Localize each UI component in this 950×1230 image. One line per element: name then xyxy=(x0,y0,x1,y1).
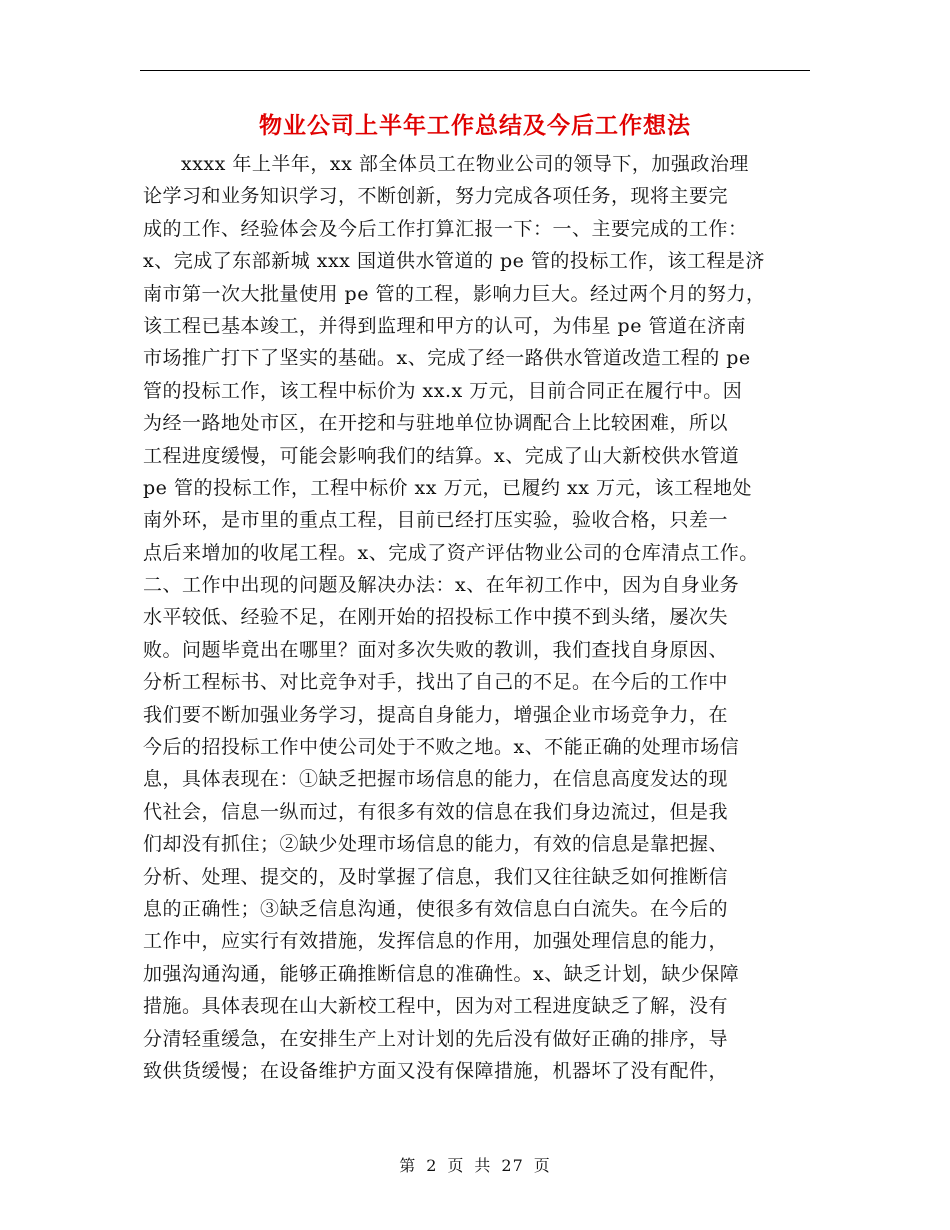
page-number: 2 xyxy=(426,1156,438,1175)
body-line: 们却没有抓住；②缺少处理市场信息的能力，有效的信息是靠把握、 xyxy=(143,833,729,856)
body-line: 分析工程标书、对比竞争对手，找出了自己的不足。在今后的工作中 xyxy=(143,671,729,694)
body-line: 息的正确性；③缺乏信息沟通，使很多有效信息白白流失。在今后的 xyxy=(143,897,729,920)
page-label: 第 xyxy=(399,1156,417,1175)
body-line: 该工程已基本竣工，并得到监理和甲方的认可，为伟星 pe 管道在济南 xyxy=(143,314,746,337)
body-line: 败。问题毕竟出在哪里？面对多次失败的教训，我们查找自身原因、 xyxy=(143,638,729,661)
body-line: 为经一路地处市区，在开挖和与驻地单位协调配合上比较困难，所以 xyxy=(143,412,729,435)
body-line: 点后来增加的收尾工程。x、完成了资产评估物业公司的仓库清点工作。 xyxy=(143,541,759,564)
document-title: 物业公司上半年工作总结及今后工作想法 xyxy=(259,113,691,139)
body-line: 工程进度缓慢，可能会影响我们的结算。x、完成了山大新校供水管道 xyxy=(143,444,740,467)
page-unit: 页 xyxy=(447,1156,465,1175)
body-line: 措施。具体表现在山大新校工程中，因为对工程进度缺乏了解，没有 xyxy=(143,995,729,1018)
body-line: pe 管的投标工作，工程中标价 xx 万元，已履约 xx 万元，该工程地处 xyxy=(143,476,752,499)
document-body xyxy=(143,148,813,1087)
body-line: 南市第一次大批量使用 pe 管的工程，影响力巨大。经过两个月的努力， xyxy=(143,282,766,305)
header-rule xyxy=(140,70,810,71)
body-line: 成的工作、经验体会及今后工作打算汇报一下：一、主要完成的工作： xyxy=(143,217,748,240)
body-line: 息，具体表现在：①缺乏把握市场信息的能力，在信息高度发达的现 xyxy=(143,768,729,791)
total-label: 共 xyxy=(474,1156,492,1175)
body-line: 分清轻重缓急，在安排生产上对计划的先后没有做好正确的排序，导 xyxy=(143,1027,729,1050)
body-line: 论学习和业务知识学习，不断创新，努力完成各项任务，现将主要完 xyxy=(143,185,729,208)
body-line: 致供货缓慢；在设备维护方面又没有保障措施，机器坏了没有配件， xyxy=(143,1059,729,1082)
body-line: 水平较低、经验不足，在刚开始的招投标工作中摸不到头绪，屡次失 xyxy=(143,606,729,629)
body-line: 工作中，应实行有效措施，发挥信息的作用，加强处理信息的能力， xyxy=(143,930,729,953)
total-unit: 页 xyxy=(533,1156,551,1175)
total-pages: 27 xyxy=(501,1156,524,1175)
body-line: 代社会，信息一纵而过，有很多有效的信息在我们身边流过，但是我 xyxy=(143,800,729,823)
body-line: 分析、处理、提交的，及时掌握了信息，我们又往往缺乏如何推断信 xyxy=(143,865,729,888)
body-line: xxxx 年上半年，xx 部全体员工在物业公司的领导下，加强政治理 xyxy=(181,153,749,175)
body-line: 今后的招投标工作中使公司处于不败之地。x、不能正确的处理市场信 xyxy=(143,736,740,759)
body-line: x、完成了东部新城 xxx 国道供水管道的 pe 管的投标工作，该工程是济 xyxy=(143,250,765,273)
body-line: 我们要不断加强业务学习，提高自身能力，增强企业市场竞争力，在 xyxy=(143,703,729,726)
body-line: 二、工作中出现的问题及解决办法：x、在年初工作中，因为自身业务 xyxy=(143,574,740,597)
page-footer xyxy=(0,1154,950,1178)
body-line: 管的投标工作，该工程中标价为 xx.x 万元，目前合同正在履行中。因 xyxy=(143,379,743,402)
body-line: 加强沟通沟通，能够正确推断信息的准确性。x、缺乏计划，缺少保障 xyxy=(143,962,740,985)
body-line: 市场推广打下了坚实的基础。x、完成了经一路供水管道改造工程的 pe xyxy=(143,347,751,370)
body-line: 南外环，是市里的重点工程，目前已经打压实验，验收合格，只差一 xyxy=(143,509,729,532)
